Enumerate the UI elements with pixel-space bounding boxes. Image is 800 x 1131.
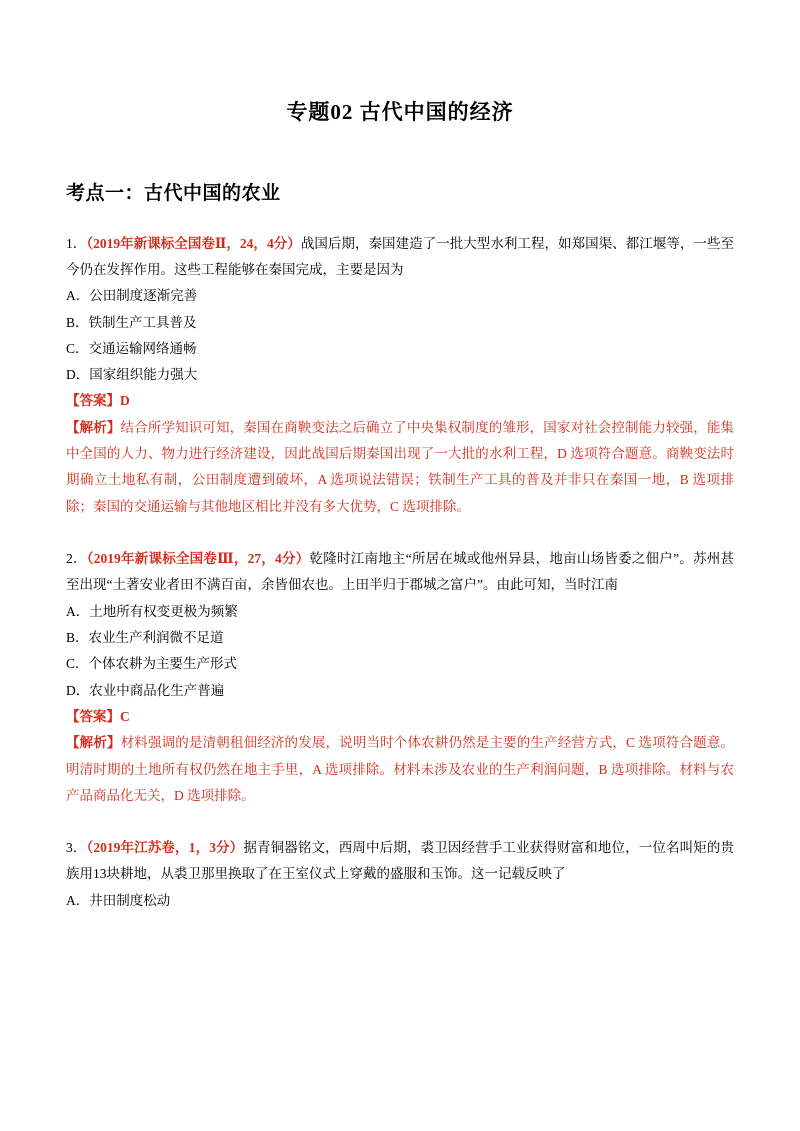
option-a: A．公田制度逐渐完善 bbox=[66, 288, 198, 304]
question-block bbox=[66, 546, 734, 809]
analysis-label: 【解析】 bbox=[66, 419, 121, 435]
option-b: B．铁制生产工具普及 bbox=[66, 314, 197, 330]
question-stem bbox=[66, 546, 734, 599]
analysis-block bbox=[66, 730, 734, 809]
analysis-block bbox=[66, 415, 734, 520]
page-title: 专题02 古代中国的经济 bbox=[286, 100, 514, 124]
option-c: C．交通运输网络通畅 bbox=[66, 340, 197, 356]
question-block bbox=[66, 231, 734, 520]
answer-label: 【答案】 bbox=[66, 708, 120, 724]
question-text: 据青铜器铭文，西周中后期，裘卫因经营手工业获得财富和地位，一位名叫矩的贵族用13块耕地，从裘卫那里换取了在王室仪式上穿戴的盛服和玉饰。这一记载反映了 bbox=[66, 840, 735, 882]
analysis-text: 结合所学知识可知，秦国在商鞅变法之后确立了中央集权制度的雏形，国家对社会控制能力较强，能集中全国的人力、物力进行经济建设，因此战国后期秦国出现了一大批的水利工程，D 选项符合题意。商鞅变法时期确立土地私有制，公田制度遭到破坏，A 选项说法错误；铁制生产工具的普及并非只在秦国一地，B 选项排除；秦国的交通运输与其他地区相比并没有多大优势，C 选项排除。 bbox=[66, 419, 735, 514]
option-b: B．农业生产利润微不足道 bbox=[66, 629, 224, 645]
answer-value: D bbox=[120, 393, 130, 409]
question-source: （2019年新课标全国卷Ⅱ，24，4分） bbox=[86, 235, 301, 251]
question-text: 战国后期，秦国建造了一批大型水利工程，如郑国渠、都江堰等，一些至今仍在发挥作用。这些工程能够在秦国完成，主要是因为 bbox=[66, 235, 734, 277]
question-source: （2019年江苏卷，1，3分） bbox=[86, 840, 244, 856]
question-stem bbox=[66, 835, 734, 888]
question-stem bbox=[66, 231, 734, 284]
question-number: 3． bbox=[66, 840, 87, 856]
question-source: （2019年新课标全国卷Ⅲ，27，4分） bbox=[86, 551, 310, 567]
option-c: C．个体农耕为主要生产形式 bbox=[66, 656, 238, 672]
question-number: 2． bbox=[66, 551, 87, 567]
answer-label: 【答案】 bbox=[66, 393, 120, 409]
answer-line bbox=[66, 388, 734, 414]
analysis-label: 【解析】 bbox=[66, 735, 121, 751]
section-heading: 考点一：古代中国的农业 bbox=[66, 182, 281, 204]
question-text: 乾隆时江南地主“所居在城或他州异县，地亩山场皆委之佃户”。苏州甚至出现“土著安业者田不满百亩，余皆佃农也。上田半归于郡城之富户”。由此可知，当时江南 bbox=[66, 551, 734, 593]
option-a: A．土地所有权变更极为频繁 bbox=[66, 603, 238, 619]
analysis-text: 材料强调的是清朝租佃经济的发展，说明当时个体农耕仍然是主要的生产经营方式，C 选项符合题意。明清时期的土地所有权仍然在地主手里，A 选项排除。材料未涉及农业的生产利润问题，B 选项排除。材料与农产品商品化无关，D 选项排除。 bbox=[66, 735, 734, 803]
option-d: D．农业中商品化生产普遍 bbox=[66, 682, 225, 698]
answer-value: C bbox=[120, 708, 130, 724]
answer-line bbox=[66, 704, 734, 730]
question-block bbox=[66, 835, 734, 914]
option-a: A．井田制度松动 bbox=[66, 892, 171, 908]
question-number: 1． bbox=[66, 235, 87, 251]
option-d: D．国家组织能力强大 bbox=[66, 367, 198, 383]
